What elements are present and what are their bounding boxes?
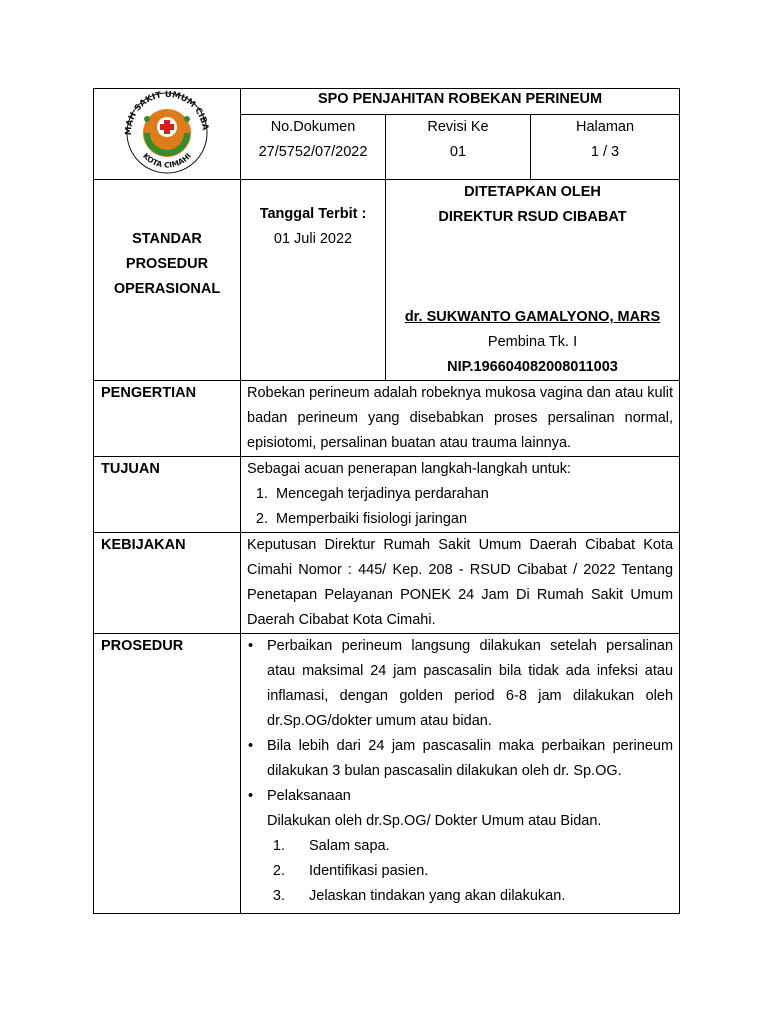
list-item: 3. Jelaskan tindakan yang akan dilakukan. (289, 884, 673, 909)
bullet-icon: • (248, 738, 254, 754)
no-dokumen-cell (241, 115, 386, 180)
kebijakan-text: Keputusan Direktur Rumah Sakit Umum Daerah Cibabat Kota Cimahi Nomor : 445/ Kep. 208 - RSUD Cibabat / 2022 Tentang Penetapan Pelayanan PONEK 24 Jam Di Rumah Sakit Umum Daerah Cibabat Kota Cimahi. (241, 533, 680, 634)
prosedur-bullet-3-title: Pelaksanaan (267, 788, 351, 804)
halaman-value: 1 / 3 (590, 144, 620, 161)
prosedur-label: PROSEDUR (94, 634, 241, 914)
revisi-cell (386, 115, 531, 180)
ditetapkan-line-2: DIREKTUR RSUD CIBABAT (438, 209, 627, 225)
signature-space (386, 230, 679, 305)
hospital-logo (117, 89, 217, 175)
tanggal-terbit-label: Tanggal Terbit : (259, 206, 367, 222)
tanggal-terbit-cell (241, 180, 386, 381)
list-item (247, 634, 673, 734)
spo-line-2: PROSEDUR (125, 256, 209, 272)
logo-top-text: MAH SAKIT UMUM CIBA (123, 89, 210, 136)
hospital-logo-cell (94, 89, 241, 180)
tujuan-label: TUJUAN (94, 457, 241, 533)
pengertian-text: Robekan perineum adalah robeknya mukosa vagina dan atau kulit badan perineum yang disebabkan proses persalinan normal, episiotomi, persalinan buatan atau trauma lainnya. (241, 381, 680, 457)
tujuan-cell (241, 457, 680, 533)
prosedur-bullet-2: Bila lebih dari 24 jam pascasalin maka perbaikan perineum dilakukan 3 bulan pascasalin dilakukan oleh dr. Sp.OG. (267, 738, 674, 779)
no-dokumen-label: No.Dokumen (270, 119, 356, 136)
signer-nip: NIP.196604082008011003 (447, 359, 618, 375)
tanggal-terbit-value: 01 Juli 2022 (273, 231, 353, 247)
document-title: SPO PENJAHITAN ROBEKAN PERINEUM (241, 89, 680, 115)
spo-line-1: STANDAR (132, 231, 202, 247)
prosedur-cell (241, 634, 680, 914)
prosedur-steps (267, 834, 673, 909)
list-item: 2. Identifikasi pasien. (289, 859, 673, 884)
spo-table (93, 88, 680, 914)
no-dokumen-value: 27/5752/07/2022 (258, 144, 368, 161)
halaman-cell (531, 115, 680, 180)
ditetapkan-cell (386, 180, 680, 381)
tujuan-intro: Sebagai acuan penerapan langkah-langkah untuk: (247, 461, 572, 477)
prosedur-bullet-1: Perbaikan perineum langsung dilakukan setelah persalinan atau maksimal 24 jam pascasalin bila tidak ada infeksi atau inflamasi, dengan golden period 6-8 jam dilakukan oleh dr.Sp.OG/dokter umum atau bidan. (267, 638, 674, 729)
halaman-label: Halaman (576, 119, 635, 136)
kebijakan-label: KEBIJAKAN (94, 533, 241, 634)
prosedur-list (247, 634, 673, 909)
list-item: 1. Salam sapa. (289, 834, 673, 859)
prosedur-bullet-3-sub: Dilakukan oleh dr.Sp.OG/ Dokter Umum atau Bidan. (267, 813, 602, 829)
bullet-icon: • (248, 788, 254, 804)
list-item (247, 784, 673, 909)
revisi-value: 01 (449, 144, 467, 161)
logo-bottom-text: KOTA CIMAHI (141, 151, 193, 170)
signer-name: dr. SUKWANTO GAMALYONO, MARS (404, 309, 661, 325)
list-item: 1. Mencegah terjadinya perdarahan (272, 482, 673, 507)
spo-document (93, 88, 679, 914)
spo-label-cell (94, 180, 241, 381)
pengertian-label: PENGERTIAN (94, 381, 241, 457)
list-item (247, 734, 673, 784)
signer-rank: Pembina Tk. I (487, 334, 578, 350)
tujuan-list (247, 482, 673, 532)
list-item: 2. Memperbaiki fisiologi jaringan (272, 507, 673, 532)
revisi-label: Revisi Ke (427, 119, 489, 136)
ditetapkan-line-1: DITETAPKAN OLEH (464, 184, 601, 200)
spo-line-3: OPERASIONAL (113, 281, 221, 297)
bullet-icon: • (248, 638, 254, 654)
